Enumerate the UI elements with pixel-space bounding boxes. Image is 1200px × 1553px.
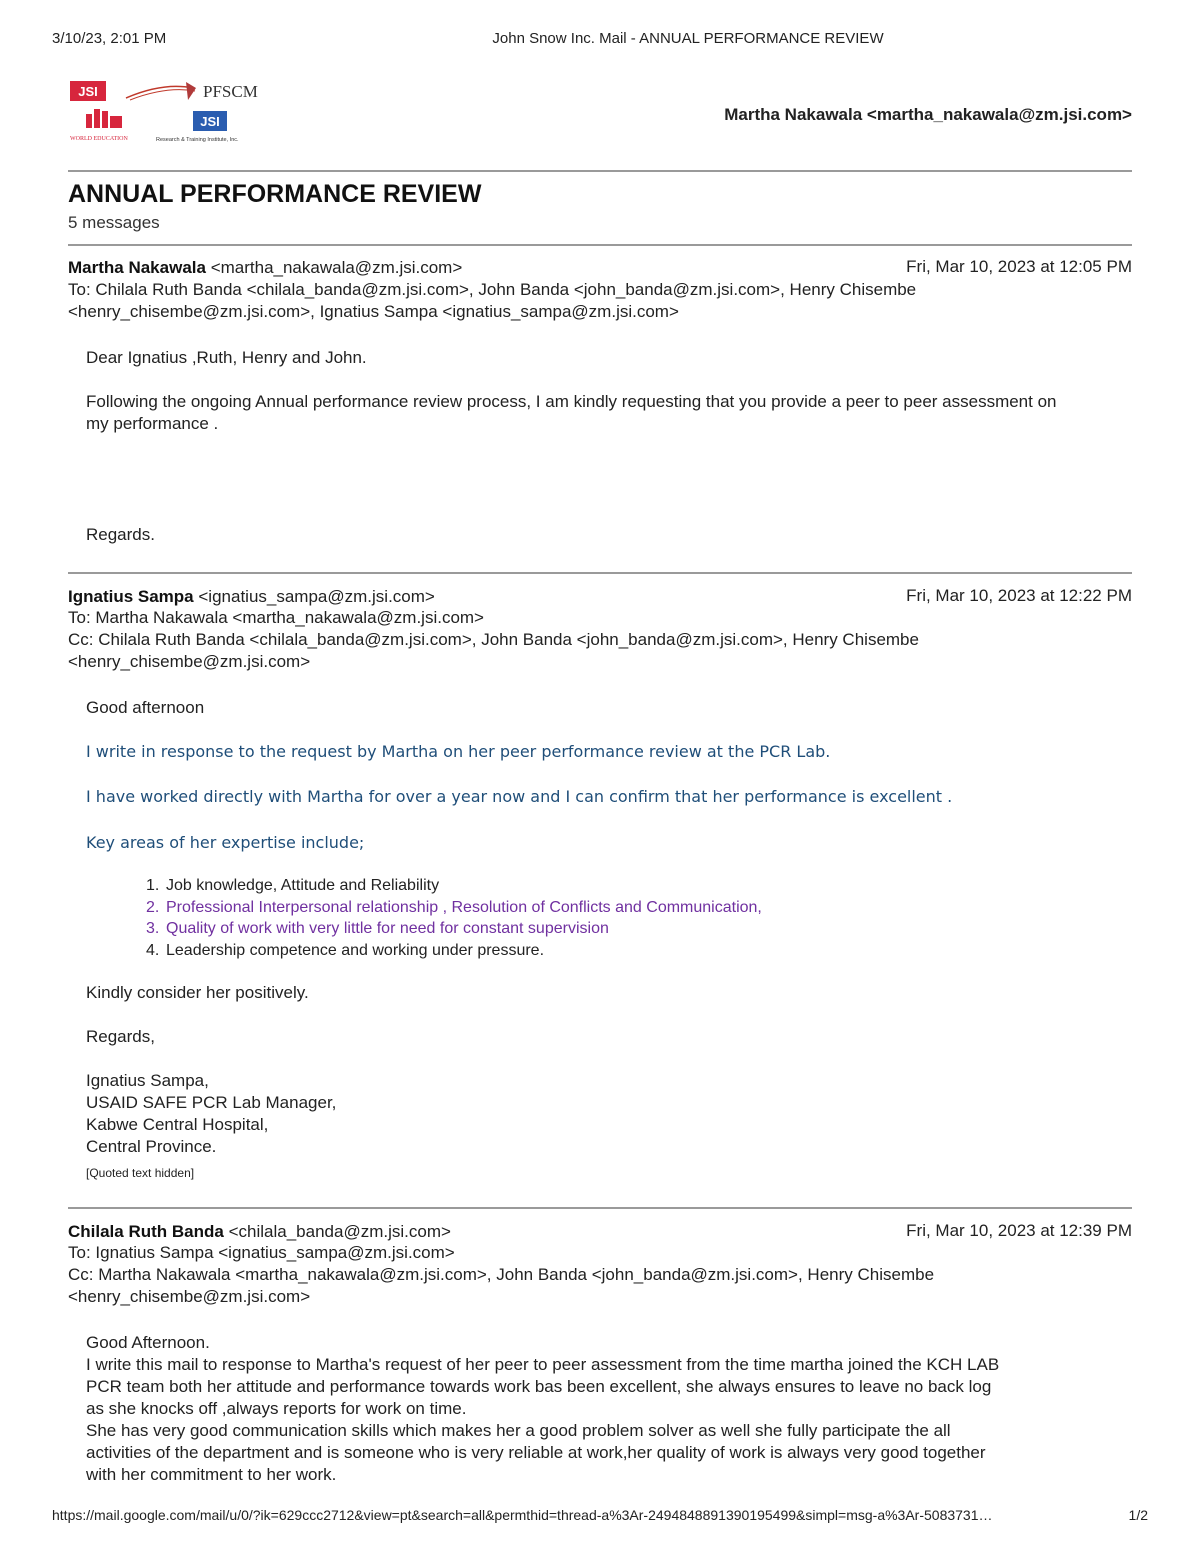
message-paragraph: I have worked directly with Martha for over a year now and I can confirm that her performance is excellent .: [86, 787, 953, 806]
recipients-to: To: Chilala Ruth Banda <chilala_banda@zm.jsi.com>, John Banda <john_banda@zm.jsi.com>, Henry Chisembe: [68, 280, 917, 299]
message-body-line: PCR team both her attitude and performance towards work bas been excellent, she always ensures to leave no back log: [86, 1377, 992, 1396]
message-date: Fri, Mar 10, 2023 at 12:05 PM: [906, 257, 1132, 276]
message-paragraph: Key areas of her expertise include;: [86, 833, 365, 852]
recipients-to: To: Martha Nakawala <martha_nakawala@zm.jsi.com>: [68, 608, 484, 627]
message-body-line: She has very good communication skills which makes her a good problem solver as well she fully participate the all: [86, 1421, 951, 1440]
jsi-logo-text: JSI: [78, 84, 98, 99]
list-item: 1. Job knowledge, Attitude and Reliability: [146, 877, 440, 894]
sender-email: <martha_nakawala@zm.jsi.com>: [210, 258, 463, 277]
recipients-cc-cont: <henry_chisembe@zm.jsi.com>: [68, 652, 311, 671]
pfscm-logo-text: PFSCM: [203, 82, 258, 101]
message-body-line: activities of the department and is someone who is very reliable at work,her quality of work is always very good together: [86, 1443, 986, 1462]
quoted-text-toggle[interactable]: [Quoted text hidden]: [86, 1166, 195, 1180]
signature-line: USAID SAFE PCR Lab Manager,: [86, 1093, 337, 1112]
message-sender: [68, 257, 462, 279]
recipients-cc: Cc: Martha Nakawala <martha_nakawala@zm.jsi.com>, John Banda <john_banda@zm.jsi.com>, Henry Chisembe: [68, 1265, 935, 1284]
signature-line: Ignatius Sampa,: [86, 1071, 209, 1090]
list-item: 2. Professional Interpersonal relationship , Resolution of Conflicts and Communication,: [146, 898, 762, 916]
page-number: 1/2: [1128, 1507, 1148, 1523]
sender-name: Martha Nakawala: [68, 258, 206, 277]
message-paragraph: I write in response to the request by Martha on her peer performance review at the PCR Lab.: [86, 742, 831, 761]
signature-line: Central Province.: [86, 1137, 217, 1156]
signature-line: Kabwe Central Hospital,: [86, 1115, 269, 1134]
divider: [68, 1207, 1132, 1209]
message-closing: Regards,: [86, 1027, 155, 1046]
world-education-text: WORLD EDUCATION: [70, 136, 128, 142]
message-paragraph: Kindly consider her positively.: [86, 983, 309, 1002]
print-title: John Snow Inc. Mail - ANNUAL PERFORMANCE REVIEW: [492, 30, 884, 47]
list-item: 3. Quality of work with very little for need for constant supervision: [146, 920, 609, 937]
recipients-to: To: Ignatius Sampa <ignatius_sampa@zm.jsi.com>: [68, 1243, 455, 1262]
message-sender: [68, 586, 435, 608]
sender-name: Ignatius Sampa: [68, 587, 194, 606]
message-greeting: Good afternoon: [86, 698, 205, 717]
account-email: Martha Nakawala <martha_nakawala@zm.jsi.com>: [724, 105, 1132, 124]
message-sender: [68, 1221, 451, 1243]
message-body-line: as she knocks off ,always reports for work on time.: [86, 1399, 467, 1418]
divider: [68, 572, 1132, 574]
divider: [68, 170, 1132, 172]
message-closing: Regards.: [86, 525, 155, 544]
logo-graphic: [68, 78, 268, 146]
sender-email: <chilala_banda@zm.jsi.com>: [228, 1222, 451, 1241]
message-date: Fri, Mar 10, 2023 at 12:39 PM: [906, 1221, 1132, 1240]
jsi-research-text: Research & Training Institute, Inc.: [156, 137, 239, 143]
recipients-cc-cont: <henry_chisembe@zm.jsi.com>: [68, 1287, 311, 1306]
svg-text:JSI: JSI: [200, 114, 220, 129]
thread-subject: ANNUAL PERFORMANCE REVIEW: [68, 180, 482, 208]
recipients-cc: Cc: Chilala Ruth Banda <chilala_banda@zm.jsi.com>, John Banda <john_banda@zm.jsi.com>, Henry Chisembe: [68, 630, 919, 649]
message-greeting: Good Afternoon.: [86, 1333, 210, 1352]
message-date: Fri, Mar 10, 2023 at 12:22 PM: [906, 586, 1132, 605]
message-body: Following the ongoing Annual performance review process, I am kindly requesting that you provide a peer to peer assessment on my performance .: [86, 392, 1057, 433]
message-count: 5 messages: [68, 213, 160, 232]
divider: [68, 244, 1132, 246]
list-item: 4. Leadership competence and working under pressure.: [146, 941, 545, 959]
message-body-line: with her commitment to her work.: [86, 1465, 337, 1484]
sender-email: <ignatius_sampa@zm.jsi.com>: [198, 587, 435, 606]
print-datetime: 3/10/23, 2:01 PM: [52, 30, 167, 47]
recipients-to-cont: <henry_chisembe@zm.jsi.com>, Ignatius Sampa <ignatius_sampa@zm.jsi.com>: [68, 302, 679, 321]
message-greeting: Dear Ignatius ,Ruth, Henry and John.: [86, 348, 367, 367]
company-logos: [68, 78, 268, 146]
sender-name: Chilala Ruth Banda: [68, 1222, 224, 1241]
expertise-list: [146, 875, 762, 961]
page-url[interactable]: https://mail.google.com/mail/u/0/?ik=629ccc2712&view=pt&search=all&permthid=thread-a%3Ar-2494848891390195499&simpl=msg-a%3Ar-5083731…: [52, 1507, 993, 1523]
message-body-line: I write this mail to response to Martha's request of her peer to peer assessment from the time martha joined the KCH LAB: [86, 1355, 1000, 1374]
